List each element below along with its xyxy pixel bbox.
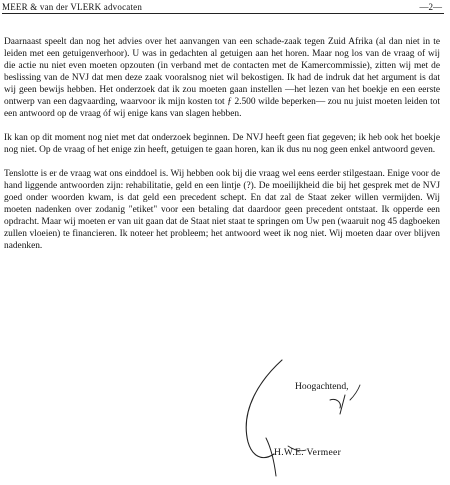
paragraph-investigation: Ik kan op dit moment nog niet met dat onderzoek beginnen. De NVJ heeft geen fiat gegeven; ik heb ook het boekje nog niet. Op de vraag of het enige zin heeft, getuigen te gaan horen, kan ik dus nu nog geen enkel antwoord geven. — [4, 133, 440, 155]
handwritten-signature — [190, 350, 410, 480]
letterhead — [2, 0, 442, 14]
header-divider — [2, 13, 444, 14]
letter-body — [4, 36, 440, 264]
page-number: —2— — [419, 2, 442, 12]
paragraph-final-goal: Tenslotte is er de vraag wat ons einddoel is. Wij hebben ook bij die vraag wel eens eerder stilgestaan. Enige voor de hand liggende antwoorden zijn: rehabilitatie, geld en een lintje (?). De moeilijkheid die bij het gesprek met de NVJ goed onder woorden kwam, is dat geld een precedent schept. En dat zal de Staat zeker willen vermijden. Wij moeten nadenken over zodanig "etiket" voor een betaling dat daardoor geen precedent ontstaat. Ik opperde een opdracht. Maar wij moeten er van uit gaan dat de Staat niet staat te springen om Uw pen (waaruit nog 45 dagboeken zullen vloeien) te financieren. Ik noteer het probleem; het antwoord weet ik nog niet. Wij moeten daar over blijven nadenken. — [4, 169, 440, 251]
firm-name: MEER & van der VLERK advocaten — [2, 2, 143, 12]
closing-salutation: Hoogachtend, — [295, 381, 349, 392]
paragraph-advice: Daarnaast speelt dan nog het advies over het aanvangen van een schade-zaak tegen Zuid Afrika (al dan niet in te leiden met een getuigenverhoor). U was in gedachten al getuigen aan het horen. Maar nog los van de vraag of wij die actie nu niet even moeten opzouten (in verband met de contacten met de Kamercommissie), zitten wij met de beslissing van de NVJ dat men deze zaak vooralsnog niet wil bekostigen. Ik had de indruk dat het argument is dat wij geen bewijs hebben. Het onderzoek dat ik zou moeten gaan instellen —het lezen van het boekje en een eerste ontwerp van een dagvaarding, waarvoor ik mijn kosten tot ƒ 2.500 wilde beperken— zou nu juist moeten leiden tot een antwoord op de vraag óf wij enige kans van slagen hebben. — [4, 37, 440, 119]
signatory-name: H.W.E. Vermeer — [274, 447, 342, 458]
